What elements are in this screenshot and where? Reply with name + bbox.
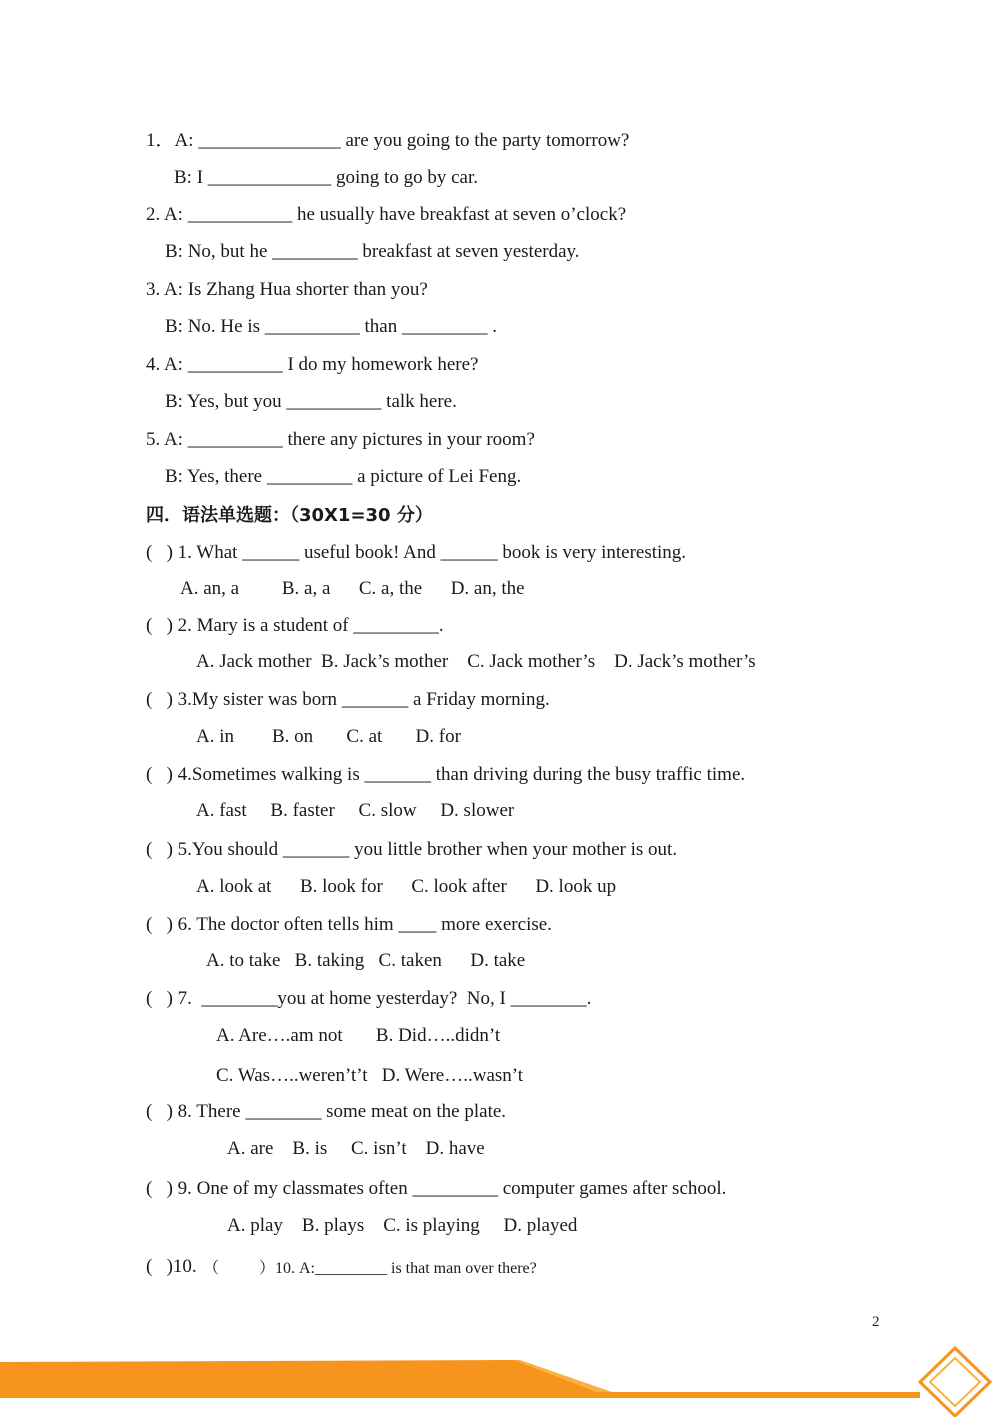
question-10-stem: （ ）10. A:_________ is that man over there? xyxy=(203,1260,537,1277)
question-3-options: A. in B. on C. at D. for xyxy=(196,726,461,747)
footer-decoration xyxy=(0,1340,1000,1417)
question-2-stem: ( ) 2. Mary is a student of _________. xyxy=(146,615,444,636)
question-1-options: A. an, a B. a, a C. a, the D. an, the xyxy=(180,578,525,599)
fill-in-line-4b: B: Yes, but you __________ talk here. xyxy=(165,391,457,412)
question-3-stem: ( ) 3.My sister was born _______ a Friday morning. xyxy=(146,689,550,710)
question-7-options-b: C. Was…..weren’t’t D. Were…..wasn’t xyxy=(216,1065,524,1086)
question-7-stem: ( ) 7. ________you at home yesterday? No, I ________. xyxy=(146,988,592,1009)
fill-in-line-1a: 1．A: _______________ are you going to the party tomorrow? xyxy=(146,130,630,151)
question-10-prefix: ( )10. xyxy=(146,1256,197,1277)
question-4-options: A. fast B. faster C. slow D. slower xyxy=(196,800,515,821)
fill-in-line-2a: 2. A: ___________ he usually have breakfast at seven o’clock? xyxy=(146,204,627,225)
question-9-options: A. play B. plays C. is playing D. played xyxy=(227,1215,578,1236)
fill-in-line-1b: B: I _____________ going to go by car. xyxy=(174,167,478,188)
question-4-stem: ( ) 4.Sometimes walking is _______ than driving during the busy traffic time. xyxy=(146,764,746,785)
question-6-stem: ( ) 6. The doctor often tells him ____ more exercise. xyxy=(146,914,552,935)
page-number: 2 xyxy=(872,1314,880,1330)
fill-in-line-3b: B: No. He is __________ than _________ . xyxy=(165,316,497,337)
question-5-options: A. look at B. look for C. look after D. look up xyxy=(196,876,617,897)
footer-orange-band xyxy=(0,1360,610,1397)
question-9-stem: ( ) 9. One of my classmates often _________ computer games after school. xyxy=(146,1178,727,1199)
question-5-stem: ( ) 5.You should _______ you little brother when your mother is out. xyxy=(146,839,678,860)
question-1-stem: ( ) 1. What ______ useful book! And ______ book is very interesting. xyxy=(146,542,687,563)
footer-orange-line xyxy=(0,1392,920,1398)
question-8-stem: ( ) 8. There ________ some meat on the plate. xyxy=(146,1101,507,1122)
fill-in-line-5b: B: Yes, there _________ a picture of Lei Feng. xyxy=(165,466,522,487)
question-7-options-a: A. Are….am not B. Did…..didn’t xyxy=(216,1025,501,1046)
question-8-options: A. are B. is C. isn’t D. have xyxy=(227,1138,485,1159)
fill-in-line-5a: 5. A: __________ there any pictures in your room? xyxy=(146,429,535,450)
question-2-options: A. Jack mother B. Jack’s mother C. Jack mother’s D. Jack’s mother’s xyxy=(196,651,756,672)
question-6-options: A. to take B. taking C. taken D. take xyxy=(206,950,526,971)
fill-in-line-2b: B: No, but he _________ breakfast at seven yesterday. xyxy=(165,241,580,262)
fill-in-line-4a: 4. A: __________ I do my homework here? xyxy=(146,354,479,375)
section-heading: 四．语法单选题：（30X1=30 分） xyxy=(146,505,433,526)
fill-in-line-3a: 3. A: Is Zhang Hua shorter than you? xyxy=(146,279,428,300)
